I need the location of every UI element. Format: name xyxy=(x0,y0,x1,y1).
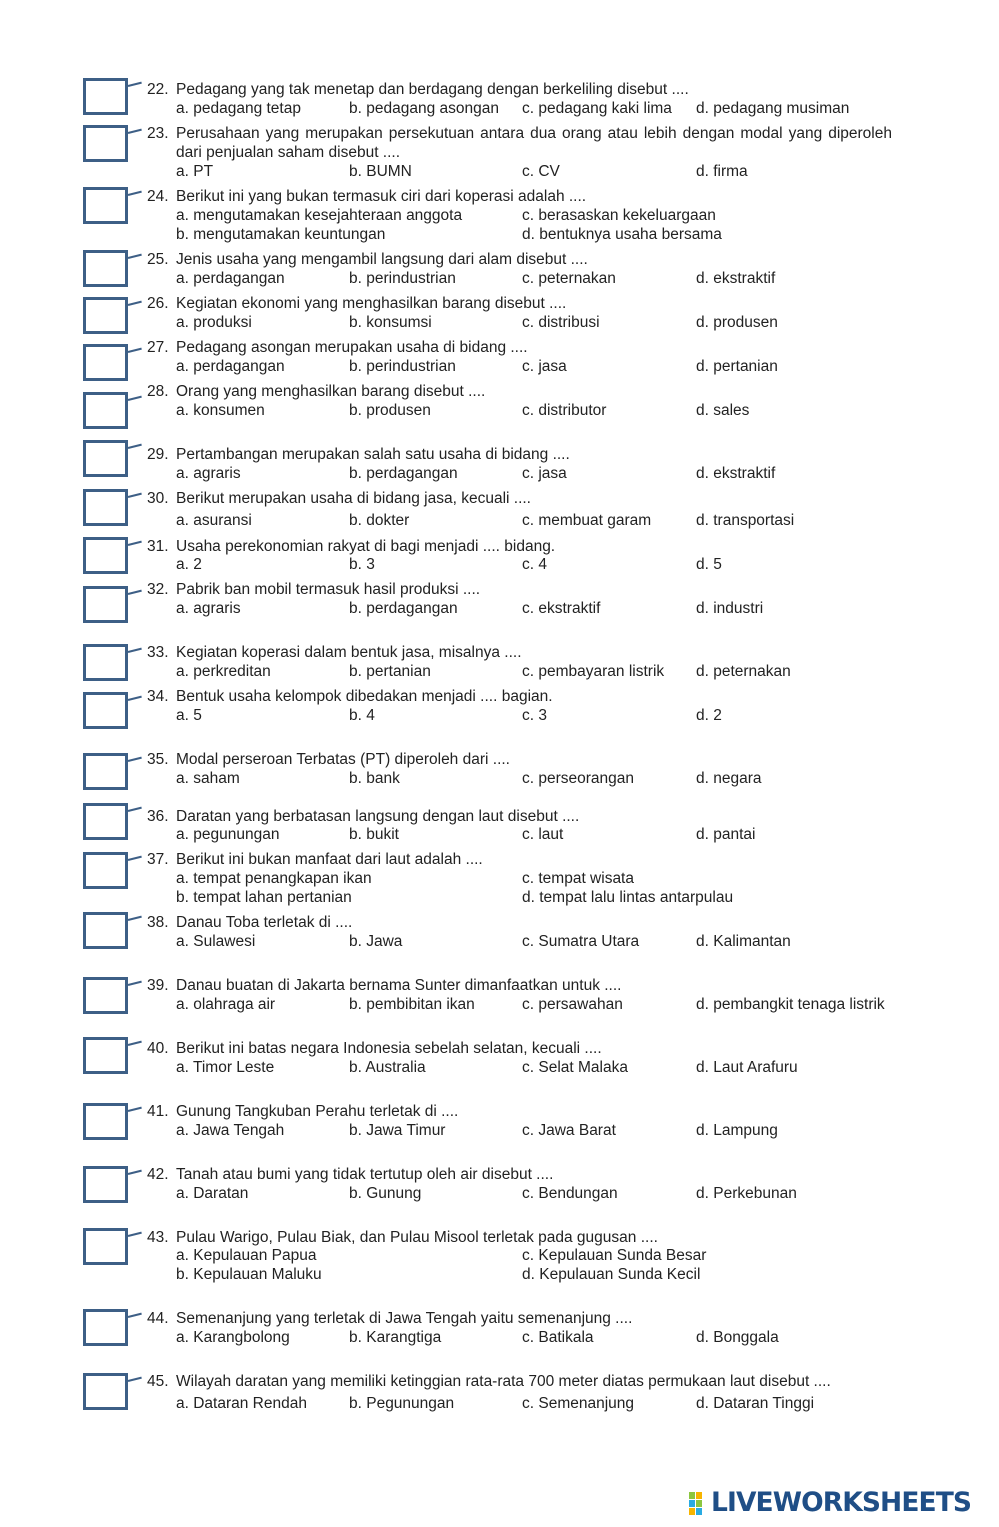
answer-box[interactable] xyxy=(83,644,128,681)
connector-line xyxy=(128,1313,142,1318)
answer-option: c. pedagang kaki lima xyxy=(522,100,672,117)
question-text: Usaha perekonomian rakyat di bagi menjadi .... bidang. xyxy=(176,538,556,555)
question-number: 39. xyxy=(147,977,169,994)
question-text: Pedagang asongan merupakan usaha di bidang .... xyxy=(176,339,528,356)
answer-option: c. laut xyxy=(522,826,564,843)
answer-option: a. Karangbolong xyxy=(176,1329,290,1346)
answer-option: a. perdagangan xyxy=(176,270,285,287)
answer-option: a. mengutamakan kesejahteraan anggota xyxy=(176,207,463,224)
answer-option: d. Kalimantan xyxy=(696,933,791,950)
answer-option: d. sales xyxy=(696,402,750,419)
answer-option: b. Australia xyxy=(349,1059,426,1076)
answer-option: c. Batikala xyxy=(522,1329,594,1346)
answer-option: a. pedagang tetap xyxy=(176,100,301,117)
answer-box[interactable] xyxy=(83,187,128,224)
question-number: 43. xyxy=(147,1229,169,1246)
question-text: Daratan yang berbatasan langsung dengan laut disebut .... xyxy=(176,808,580,825)
answer-option: d. negara xyxy=(696,770,762,787)
answer-box[interactable] xyxy=(83,852,128,889)
answer-box[interactable] xyxy=(83,912,128,949)
answer-box[interactable] xyxy=(83,1309,128,1346)
answer-option: b. 3 xyxy=(349,556,375,573)
question-text: Berikut ini batas negara Indonesia sebelah selatan, kecuali .... xyxy=(176,1040,602,1057)
answer-box[interactable] xyxy=(83,250,128,287)
question-text: Berikut merupakan usaha di bidang jasa, kecuali .... xyxy=(176,490,531,507)
question-number: 23. xyxy=(147,125,169,142)
connector-line xyxy=(128,1377,142,1382)
answer-option: d. industri xyxy=(696,600,764,617)
answer-option: b. BUMN xyxy=(349,163,412,180)
answer-box[interactable] xyxy=(83,753,128,790)
answer-option: b. perdagangan xyxy=(349,600,458,617)
answer-option: a. pegunungan xyxy=(176,826,280,843)
question-text: Pertambangan merupakan salah satu usaha di bidang .... xyxy=(176,446,570,463)
answer-box[interactable] xyxy=(83,977,128,1014)
answer-option: b. Jawa xyxy=(349,933,403,950)
answer-box[interactable] xyxy=(83,1228,128,1265)
answer-option: c. Selat Malaka xyxy=(522,1059,628,1076)
answer-option: a. tempat penangkapan ikan xyxy=(176,870,372,887)
answer-option: a. asuransi xyxy=(176,512,252,529)
answer-option: b. dokter xyxy=(349,512,410,529)
liveworksheets-logo xyxy=(689,1486,989,1520)
question-text: Wilayah daratan yang memiliki ketinggian rata-rata 700 meter diatas permukaan laut disebut .... xyxy=(176,1373,831,1390)
connector-line xyxy=(128,1232,142,1237)
answer-box[interactable] xyxy=(83,489,128,526)
answer-box[interactable] xyxy=(83,1373,128,1410)
answer-option: d. Perkebunan xyxy=(696,1185,797,1202)
question-number: 28. xyxy=(147,383,169,400)
answer-option: c. distribusi xyxy=(522,314,600,331)
answer-option: c. 4 xyxy=(522,556,547,573)
answer-option: a. PT xyxy=(176,163,214,180)
answer-option: d. peternakan xyxy=(696,663,791,680)
answer-option: b. Jawa Timur xyxy=(349,1122,446,1139)
question-text: Perusahaan yang merupakan persekutuan antara dua orang atau lebih dengan modal yang diperoleh dari penjualan saham disebut .... xyxy=(176,125,892,161)
answer-option: a. Sulawesi xyxy=(176,933,256,950)
answer-option: c. Bendungan xyxy=(522,1185,618,1202)
question-text: Modal perseroan Terbatas (PT) diperoleh dari .... xyxy=(176,751,510,768)
answer-option: c. jasa xyxy=(522,358,567,375)
answer-option: b. pembibitan ikan xyxy=(349,996,475,1013)
answer-option: b. Karangtiga xyxy=(349,1329,442,1346)
answer-box[interactable] xyxy=(83,1103,128,1140)
answer-option: d. Dataran Tinggi xyxy=(696,1395,815,1412)
answer-option: a. perkreditan xyxy=(176,663,271,680)
question-number: 36. xyxy=(147,808,169,825)
answer-option: a. olahraga air xyxy=(176,996,276,1013)
answer-box[interactable] xyxy=(83,1166,128,1203)
answer-option: d. ekstraktif xyxy=(696,270,776,287)
answer-option: d. 5 xyxy=(696,556,722,573)
answer-option: b. pertanian xyxy=(349,663,431,680)
question-text: Berikut ini bukan manfaat dari laut adalah .... xyxy=(176,851,483,868)
answer-option: c. Jawa Barat xyxy=(522,1122,616,1139)
connector-line xyxy=(128,301,142,306)
answer-box[interactable] xyxy=(83,1037,128,1074)
connector-line xyxy=(128,191,142,196)
answer-option: c. CV xyxy=(522,163,560,180)
connector-line xyxy=(128,590,142,595)
connector-line xyxy=(128,856,142,861)
question-text: Gunung Tangkuban Perahu terletak di .... xyxy=(176,1103,459,1120)
question-number: 29. xyxy=(147,446,169,463)
answer-option: a. Daratan xyxy=(176,1185,249,1202)
liveworksheets-logo-icon xyxy=(689,1492,709,1516)
answer-option: b. Pegunungan xyxy=(349,1395,455,1412)
question-text: Kegiatan ekonomi yang menghasilkan barang disebut .... xyxy=(176,295,567,312)
answer-option: b. mengutamakan keuntungan xyxy=(176,226,386,243)
question-number: 37. xyxy=(147,851,169,868)
answer-option: d. Bonggala xyxy=(696,1329,779,1346)
question-text: Berikut ini yang bukan termasuk ciri dari koperasi adalah .... xyxy=(176,188,587,205)
answer-option: a. saham xyxy=(176,770,240,787)
answer-option: d. transportasi xyxy=(696,512,795,529)
answer-box[interactable] xyxy=(83,392,128,429)
answer-option: d. pembangkit tenaga listrik xyxy=(696,996,885,1013)
answer-option: b. bank xyxy=(349,770,400,787)
answer-box[interactable] xyxy=(83,586,128,623)
question-number: 31. xyxy=(147,538,169,555)
answer-option: c. pembayaran listrik xyxy=(522,663,665,680)
answer-option: b. perindustrian xyxy=(349,358,456,375)
answer-box[interactable] xyxy=(83,125,128,162)
answer-option: c. jasa xyxy=(522,465,567,482)
answer-option: d. Laut Arafuru xyxy=(696,1059,798,1076)
question-text: Danau buatan di Jakarta bernama Sunter dimanfaatkan untuk .... xyxy=(176,977,622,994)
answer-option: a. Timor Leste xyxy=(176,1059,275,1076)
question-text: Kegiatan koperasi dalam bentuk jasa, misalnya .... xyxy=(176,644,522,661)
answer-option: a. Jawa Tengah xyxy=(176,1122,285,1139)
question-number: 32. xyxy=(147,581,169,598)
connector-line xyxy=(128,916,142,921)
question-text: Pedagang yang tak menetap dan berdagang dengan berkeliling disebut .... xyxy=(176,81,689,98)
question-number: 22. xyxy=(147,81,169,98)
answer-option: a. agraris xyxy=(176,600,241,617)
answer-option: a. Kepulauan Papua xyxy=(176,1247,317,1264)
answer-option: a. konsumen xyxy=(176,402,265,419)
question-number: 35. xyxy=(147,751,169,768)
question-number: 25. xyxy=(147,251,169,268)
answer-option: b. Kepulauan Maluku xyxy=(176,1266,322,1283)
answer-box[interactable] xyxy=(83,537,128,574)
answer-option: d. bentuknya usaha bersama xyxy=(522,226,722,243)
answer-box[interactable] xyxy=(83,803,128,840)
answer-option: c. perseorangan xyxy=(522,770,635,787)
answer-box[interactable] xyxy=(83,692,128,729)
answer-box[interactable] xyxy=(83,344,128,381)
answer-option: d. pantai xyxy=(696,826,756,843)
question-text: Bentuk usaha kelompok dibedakan menjadi .... bagian. xyxy=(176,688,553,705)
question-text: Jenis usaha yang mengambil langsung dari alam disebut .... xyxy=(176,251,588,268)
question-text: Semenanjung yang terletak di Jawa Tengah yaitu semenanjung .... xyxy=(176,1310,633,1327)
connector-line xyxy=(128,129,142,134)
answer-option: a. produksi xyxy=(176,314,252,331)
answer-option: b. bukit xyxy=(349,826,399,843)
answer-option: a. 2 xyxy=(176,556,202,573)
answer-option: b. perdagangan xyxy=(349,465,458,482)
connector-line xyxy=(128,254,142,259)
answer-box[interactable] xyxy=(83,297,128,334)
question-number: 33. xyxy=(147,644,169,661)
answer-option: d. Kepulauan Sunda Kecil xyxy=(522,1266,701,1283)
answer-option: a. 5 xyxy=(176,707,202,724)
connector-line xyxy=(128,444,142,449)
answer-option: c. 3 xyxy=(522,707,547,724)
answer-option: d. Lampung xyxy=(696,1122,778,1139)
answer-box[interactable] xyxy=(83,78,128,115)
answer-option: a. perdagangan xyxy=(176,358,285,375)
connector-line xyxy=(128,1041,142,1046)
answer-option: b. 4 xyxy=(349,707,375,724)
question-number: 30. xyxy=(147,490,169,507)
connector-line xyxy=(128,981,142,986)
logo-text: LIVEWORKSHEETS xyxy=(711,1487,972,1518)
answer-option: d. produsen xyxy=(696,314,778,331)
answer-option: d. pedagang musiman xyxy=(696,100,850,117)
question-text: Tanah atau bumi yang tidak tertutup oleh air disebut .... xyxy=(176,1166,554,1183)
question-number: 26. xyxy=(147,295,169,312)
connector-line xyxy=(128,1107,142,1112)
answer-option: c. berasaskan kekeluargaan xyxy=(522,207,716,224)
answer-option: c. ekstraktif xyxy=(522,600,601,617)
answer-option: c. distributor xyxy=(522,402,607,419)
answer-option: d. pertanian xyxy=(696,358,778,375)
connector-line xyxy=(128,696,142,701)
connector-line xyxy=(128,493,142,498)
connector-line xyxy=(128,82,142,87)
answer-option: d. 2 xyxy=(696,707,722,724)
answer-option: c. Semenanjung xyxy=(522,1395,635,1412)
question-number: 38. xyxy=(147,914,169,931)
answer-option: c. peternakan xyxy=(522,270,616,287)
question-text: Pabrik ban mobil termasuk hasil produksi .... xyxy=(176,581,481,598)
question-text: Danau Toba terletak di .... xyxy=(176,914,353,931)
answer-option: b. tempat lahan pertanian xyxy=(176,889,352,906)
connector-line xyxy=(128,541,142,546)
question-number: 34. xyxy=(147,688,169,705)
connector-line xyxy=(128,807,142,812)
question-text: Orang yang menghasilkan barang disebut .... xyxy=(176,383,486,400)
connector-line xyxy=(128,757,142,762)
question-number: 45. xyxy=(147,1373,169,1390)
answer-option: c. Sumatra Utara xyxy=(522,933,640,950)
question-text: Pulau Warigo, Pulau Biak, dan Pulau Misool terletak pada gugusan .... xyxy=(176,1229,658,1246)
answer-option: a. Dataran Rendah xyxy=(176,1395,307,1412)
question-number: 42. xyxy=(147,1166,169,1183)
question-number: 27. xyxy=(147,339,169,356)
question-number: 41. xyxy=(147,1103,169,1120)
answer-option: b. perindustrian xyxy=(349,270,456,287)
answer-option: b. konsumsi xyxy=(349,314,432,331)
connector-line xyxy=(128,1170,142,1175)
answer-option: d. tempat lalu lintas antarpulau xyxy=(522,889,734,906)
question-number: 40. xyxy=(147,1040,169,1057)
answer-option: c. tempat wisata xyxy=(522,870,634,887)
question-number: 24. xyxy=(147,188,169,205)
question-number: 44. xyxy=(147,1310,169,1327)
answer-option: d. firma xyxy=(696,163,748,180)
answer-option: a. agraris xyxy=(176,465,241,482)
answer-option: b. produsen xyxy=(349,402,431,419)
connector-line xyxy=(128,348,142,353)
answer-option: d. ekstraktif xyxy=(696,465,776,482)
answer-option: b. pedagang asongan xyxy=(349,100,499,117)
connector-line xyxy=(128,648,142,653)
answer-box[interactable] xyxy=(83,440,128,477)
answer-option: b. Gunung xyxy=(349,1185,422,1202)
connector-line xyxy=(128,396,142,401)
answer-option: c. membuat garam xyxy=(522,512,652,529)
answer-option: c. Kepulauan Sunda Besar xyxy=(522,1247,707,1264)
answer-option: c. persawahan xyxy=(522,996,623,1013)
